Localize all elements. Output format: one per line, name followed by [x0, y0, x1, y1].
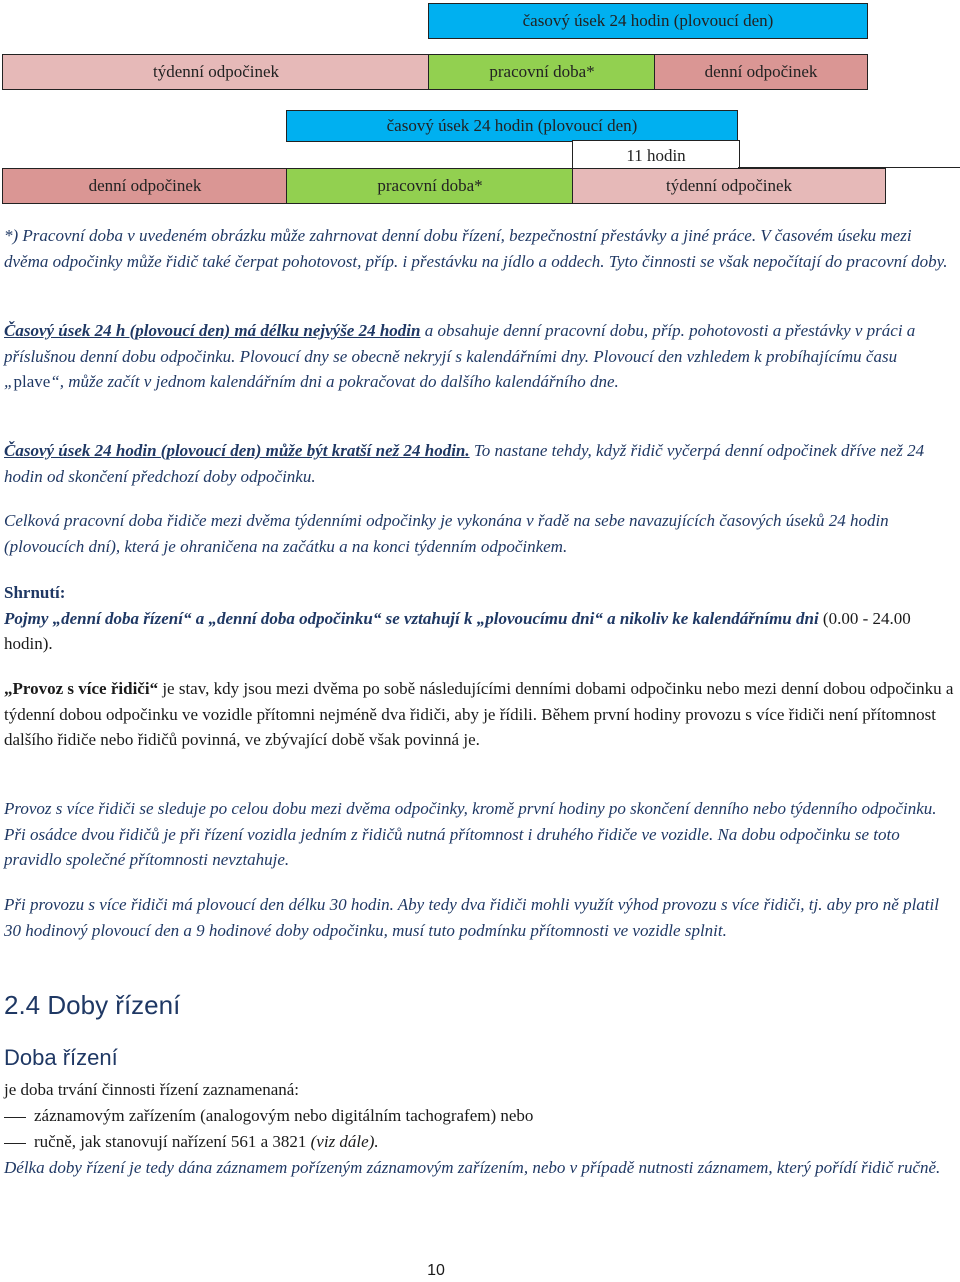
- diagram2-floating-day-bar: [286, 110, 738, 142]
- diagram2-weekly-rest: týdenní odpočinek: [572, 168, 886, 204]
- bullet-item: ručně, jak stanovují nařízení 561 a 3821 (viz dále).: [4, 1129, 956, 1155]
- paragraph-floating-day-length: Časový úsek 24 h (plovoucí den) má délku nejvýše 24 hodin a obsahuje denní pracovní dobu, příp. pohotovosti a přestávky v práci a příslušnou denní dobu odpočinku. Plovoucí dny se obecně nekryjí s kalendářními dny. Plovoucí den vzhledem k probíhajícímu času „plave“, může začít v jednom kalendářním dni a pokračovat do dalšího kalendářního dne.: [4, 321, 916, 391]
- driving-time-intro: je doba trvání činnosti řízení zaznamenaná:: [4, 1080, 300, 1099]
- summary-label: Shrnutí:: [4, 583, 66, 602]
- diagram2-work-time: pracovní doba*: [286, 168, 574, 204]
- dash-icon: [4, 1117, 26, 1118]
- footnote-work-time: *) Pracovní doba v uvedeném obrázku může zahrnovat denní dobu řízení, bezpečnostní přestávky a jiné práce. V časovém úseku mezi dvěma odpočinky může řidič také čerpat pohotovost, příp. i přestávku na jídlo a oddech. Tyto činnosti se však nepočítají do pracovní doby.: [4, 226, 948, 271]
- diagram2-hours-box: [572, 140, 740, 170]
- diagram1-weekly-rest: týdenní odpočinek: [2, 54, 430, 90]
- bullet-item: záznamovým zařízením (analogovým nebo digitálním tachografem) nebo: [4, 1103, 956, 1129]
- paragraph-multi-driver-tracking: Provoz s více řidiči se sleduje po celou dobu mezi dvěma odpočinky, kromě první hodiny po skončení denního nebo týdenního odpočinku. Při osádce dvou řidičů je při řízení vozidla jedním z řidičů nutná přítomnost i druhého řidiče ve vozidle. Na dobu odpočinku se toto pravidlo společné přítomnosti nevztahuje.: [4, 799, 937, 869]
- paragraph-multi-driver-30h: Při provozu s více řidiči má plovoucí den délku 30 hodin. Aby tedy dva řidiči mohli využít výhod provozu s více řidiči, tj. aby pro ně platil 30 hodinový plovoucí den a 9 hodinové doby odpočinku, musí tuto podmínku přítomnosti ve vozidle splnit.: [4, 895, 939, 940]
- paragraph-driving-time-length: Délka doby řízení je tedy dána záznamem pořízeným záznamovým zařízením, nebo v případě nutnosti záznamem, který pořídí řidič ručně.: [4, 1158, 941, 1177]
- diagram1-floating-day-bar: [428, 3, 868, 39]
- diagram2-hours-label: 11 hodin: [626, 145, 686, 165]
- diagram2-daily-rest: denní odpočinek: [2, 168, 288, 204]
- paragraph-floating-day-shorter: Časový úsek 24 hodin (plovoucí den) může být kratší než 24 hodin. To nastane tehdy, když řidič vyčerpá denní odpočinek dříve než 24 hodin od skončení předchozí doby odpočinku.: [4, 441, 925, 486]
- section-heading: 2.4 Doby řízení: [4, 990, 181, 1020]
- diagram2-floating-day-label: časový úsek 24 hodin (plovoucí den): [386, 116, 638, 135]
- summary-block: Shrnutí: Pojmy „denní doba řízení“ a „denní doba odpočinku“ se vztahují k „plovoucímu dni“ a nikoliv ke kalendářnímu dni (0.00 - 24.00 hodin).: [4, 583, 911, 653]
- diagram1-work-time: pracovní doba*: [428, 54, 656, 90]
- page-number: 10: [427, 1262, 445, 1279]
- paragraph-multi-driver: „Provoz s více řidiči“ je stav, kdy jsou mezi dvěma po sobě následujícími denními dobami odpočinku nebo mezi denní dobou odpočinku a týdenní dobou odpočinku ve vozidle přítomni nejméně dva řidiči, aby je řídili. Během první hodiny provozu s více řidiči není přítomnost dalšího řidiče nebo řidičů povinná, ve zbývající době však povinná je.: [4, 679, 954, 749]
- diagram1-daily-rest: denní odpočinek: [654, 54, 868, 90]
- paragraph-total-work-time: Celková pracovní doba řidiče mezi dvěma týdenními odpočinky je vykonána v řadě na sebe navazujících časových úseků 24 hodin (plovoucích dní), která je ohraničena na začátku a na konci týdenním odpočinkem.: [4, 511, 889, 556]
- subsection-heading: Doba řízení: [4, 1045, 118, 1070]
- dash-icon: [4, 1143, 26, 1144]
- diagram1-floating-day-label: časový úsek 24 hodin (plovoucí den): [522, 11, 774, 30]
